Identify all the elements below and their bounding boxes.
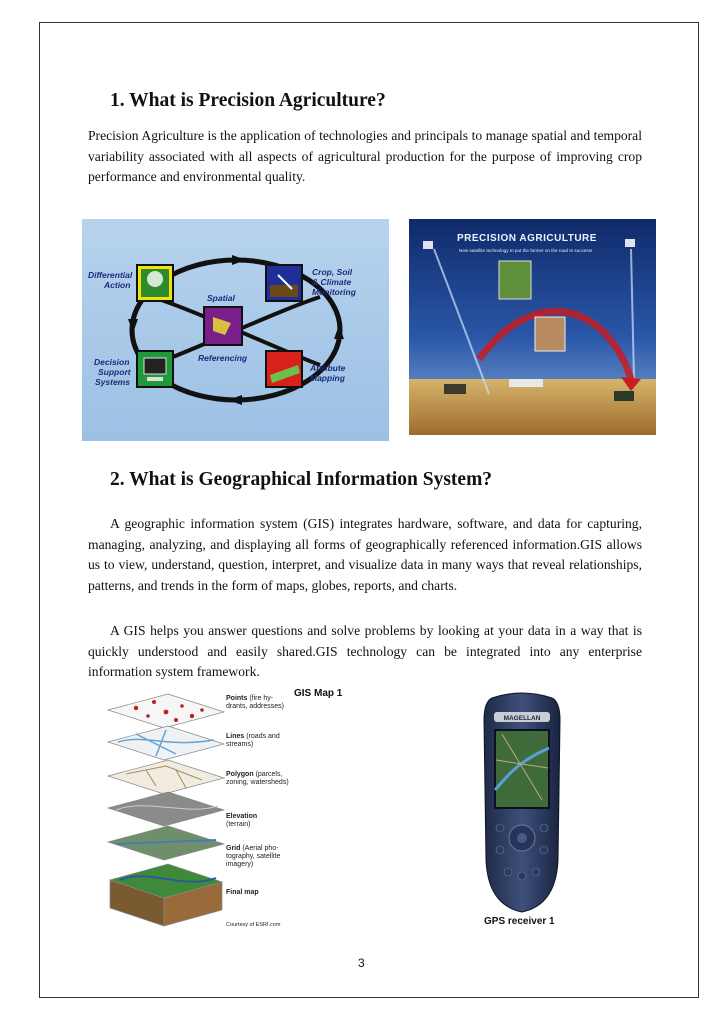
svg-text:drants, addresses): drants, addresses): [226, 703, 284, 710]
svg-text:Lines (roads and: Lines (roads and: [226, 733, 280, 740]
svg-text:Crop, Soil: Crop, Soil: [312, 267, 353, 277]
spatial-referencing-box: [204, 307, 242, 345]
decision-support-box: [137, 351, 173, 387]
gis-layers-figure: [106, 690, 302, 935]
svg-text:Elevation: Elevation: [226, 813, 258, 820]
svg-text:Grid (Aerial pho-: Grid (Aerial pho-: [226, 845, 279, 852]
gis-map-caption: GIS Map 1: [294, 688, 343, 699]
svg-text:Support: Support: [98, 367, 131, 377]
svg-text:& Climate: & Climate: [312, 277, 352, 287]
svg-text:tography, satellite: tography, satellite: [226, 853, 281, 860]
svg-text:Action: Action: [104, 280, 131, 290]
svg-text:Points (fire hy-: Points (fire hy-: [226, 695, 274, 702]
gps-brand: MAGELLAN: [503, 715, 541, 722]
section2-paragraph1: A geographic information system (GIS) integrates hardware, software, and data for capturing, managing, analyzing, and displaying all forms of geographically referenced information.GIS allows us to view, understand, question, interpret, and visualize data in many ways that reveal relationships, patterns, and trends in the form of maps, globes, reports, and charts.: [88, 516, 642, 593]
svg-text:Referencing: Referencing: [198, 353, 248, 363]
page-number: 3: [358, 956, 365, 970]
gps-receiver-image: [482, 690, 562, 915]
section1-paragraph: Precision Agriculture is the application of technologies and principals to manage spatial and temporal variability associated with all aspects of agricultural production for the purpose of improving crop performance and environmental quality.: [88, 128, 642, 184]
section1-heading: 1. What is Precision Agriculture?: [110, 90, 386, 111]
svg-text:Final map: Final map: [226, 889, 259, 896]
svg-text:Mapping: Mapping: [310, 373, 345, 383]
precision-agriculture-poster: [409, 219, 656, 435]
section2-heading: 2. What is Geographical Information System?: [110, 469, 493, 490]
crop-soil-monitoring-box: [266, 265, 302, 301]
svg-text:Spatial: Spatial: [207, 293, 235, 303]
svg-text:Attribute: Attribute: [310, 363, 346, 373]
gps-receiver-caption: GPS receiver 1: [484, 916, 555, 927]
svg-text:imagery): imagery): [226, 861, 254, 868]
svg-text:Systems: Systems: [95, 377, 130, 387]
poster-title: PRECISION AGRICULTURE: [457, 233, 597, 244]
svg-text:(terrain): (terrain): [226, 821, 251, 828]
svg-text:Courtesy of ESRI.com: Courtesy of ESRI.com: [226, 922, 281, 928]
section2-paragraph2: A GIS helps you answer questions and solve problems by looking at your data in a way that is quickly understood and easily shared.GIS technology can be integrated into any enterprise information system framework.: [88, 623, 642, 679]
svg-text:streams): streams): [226, 741, 254, 748]
differential-action-box: [137, 265, 173, 301]
attribute-mapping-box: [266, 351, 302, 387]
poster-subtitle: New satellite technology to put the farmer on the road to success!: [459, 248, 593, 253]
svg-text:zoning, watersheds): zoning, watersheds): [226, 779, 289, 786]
svg-text:Decision: Decision: [94, 357, 130, 367]
svg-text:Monitoring: Monitoring: [312, 287, 356, 297]
svg-text:Polygon (parcels,: Polygon (parcels,: [226, 771, 283, 778]
precision-agriculture-cycle-diagram: [82, 219, 389, 441]
svg-text:Differential: Differential: [88, 270, 133, 280]
